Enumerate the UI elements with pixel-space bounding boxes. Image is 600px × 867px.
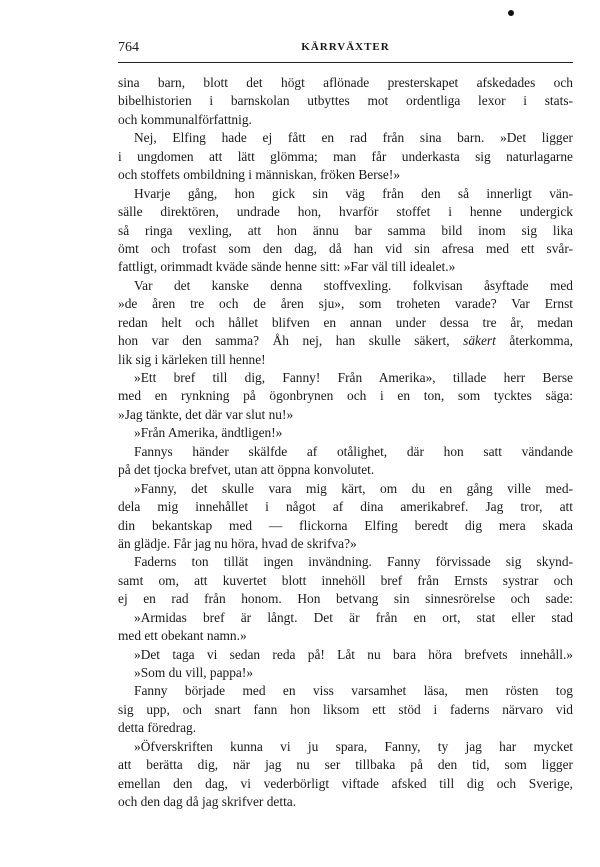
text-line: lik sig i kärleken till henne! xyxy=(118,351,266,367)
text-line: emellan den dag, vi vederbörligt viftade afsked till dig och Sverige, xyxy=(118,775,573,791)
text-line: än glädje. Får jag nu höra, hvad de skrifva?» xyxy=(118,535,357,551)
text-line: »Fanny, det skulle vara mig kärt, om du en gång ville med- xyxy=(134,480,573,496)
ink-dot xyxy=(508,10,514,16)
text-line: fattligt, orimmadt kväde sände henne sitt: »Far väl till idealet.» xyxy=(118,259,456,275)
text-line: detta föredrag. xyxy=(118,720,197,736)
text-line: sig upp, och snart fann hon liksom ett stöd i faderns närvaro vid xyxy=(118,701,573,717)
text-line: »Det taga vi sedan reda på! Låt nu bara höra brefvets innehåll.» xyxy=(134,646,573,662)
text-line: med ett obekant namn.» xyxy=(118,628,247,644)
text-line: Fanny började med en viss varsamhet läsa, men rösten tog xyxy=(134,683,573,699)
text-line: »Öfverskriften kunna vi ju spara, Fanny, ty jag har mycket xyxy=(134,738,573,754)
text-line: på det tjocka brefvet, utan att öppna konvolutet. xyxy=(118,462,375,478)
text-line: dela mig innehållet i något af dina amerikabref. Jag tror, att xyxy=(118,499,573,515)
text-line: samt om, att kuvertet blott innehöll bref från Ernsts systrar och xyxy=(118,572,573,588)
text-line: »Armidas bref är långt. Det är från en ort, stat eller stad xyxy=(134,609,573,625)
text-line: Var det kanske denna stoffvexling. folkvisan åsyftade med xyxy=(134,277,573,293)
text-segment: hon var den samma? Åh nej, han skulle säkert, xyxy=(118,333,464,349)
text-line: redan helt och hållet blifven en annan under dessa tre år, medan xyxy=(118,314,573,330)
text-line: »Ett bref till dig, Fanny! Från Amerika», tillade herr Berse xyxy=(134,370,573,385)
text-line: Nej, Elfing hade ej fått en rad från sina barn. »Det ligger xyxy=(134,130,573,146)
text-line: din bekantskap med — flickorna Elfing beredt dig mera skada xyxy=(118,517,573,533)
page-header xyxy=(118,40,573,60)
text-line: och kommunalförfattnig. xyxy=(118,111,252,127)
text-line: i ungdomen att lätt glömma; man får underkasta sig naturlagarne xyxy=(118,148,573,164)
text-line: och den dag då jag skrifver detta. xyxy=(118,794,297,810)
text-line: med en rynkning på ögonbrynen och i en ton, som tycktes säga: xyxy=(118,388,573,404)
text-line: Hvarje gång, hon gick sin väg från den så innerligt vän- xyxy=(134,185,573,201)
text-segment: återkomma, xyxy=(495,333,573,349)
text-line-mixed xyxy=(118,332,573,350)
page-number: 764 xyxy=(118,40,139,55)
text-line: att berätta dig, när jag nu ser tillbaka på den tid, som ligger xyxy=(118,757,573,773)
text-line: Fannys händer skälfde af otålighet, där hon satt vändande xyxy=(134,443,573,459)
text-line: så ringa vexling, att hon ännu bar samma bild inom sig lika xyxy=(118,222,573,238)
running-title: KÄRRVÄXTER xyxy=(301,41,390,53)
text-line: Faderns ton tillät ingen invändning. Fanny förvissade sig skynd- xyxy=(134,554,573,570)
text-line: sälle direktören, undrade hon, hvarför stoffet i henne undergick xyxy=(118,204,573,220)
text-line: »Som du vill, pappa!» xyxy=(134,665,254,680)
body-text xyxy=(118,74,573,812)
header-rule xyxy=(118,62,573,63)
italic-word: säkert xyxy=(463,333,496,349)
text-line: bibelhistorien i barnskolan utbyttes mot ordentliga lexor i stats- xyxy=(118,93,573,109)
text-line: »Jag tänkte, det där var slut nu!» xyxy=(118,406,294,422)
text-line: »de åren tre och de åren sju», som troheten varade? Var Ernst xyxy=(118,296,573,312)
text-line: och stoffets ombildning i människan, fröken Berse!» xyxy=(118,167,401,183)
text-line: »Från Amerika, ändtligen!» xyxy=(134,425,283,441)
text-line: ömt och trofast som den dag, då han vid sin afresa med ett svår- xyxy=(118,240,573,256)
text-line: ej en rad från honom. Hon betvang sin sinnesrörelse och sade: xyxy=(118,591,573,607)
text-line: sina barn, blott det högt aflönade presterskapet afskedades och xyxy=(118,75,573,90)
